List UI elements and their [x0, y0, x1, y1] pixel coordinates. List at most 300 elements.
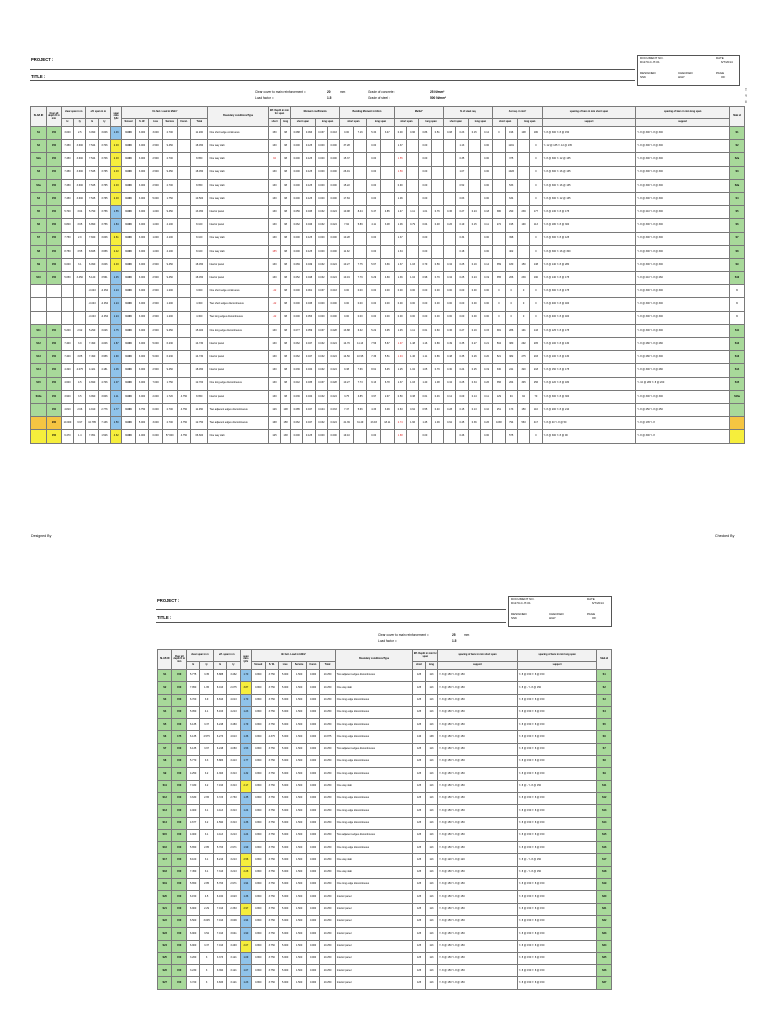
table-cell: 5.000: [278, 743, 291, 755]
table-cell: 0.00: [480, 298, 492, 311]
eff-depth-cell: 130: [268, 206, 280, 219]
table-cell: 3.000: [191, 285, 208, 298]
table-cell: 0.000: [306, 706, 319, 718]
table-cell: 7.79: [353, 272, 367, 285]
table-cell: 0.125: [303, 232, 315, 245]
table-cell: 0.25: [456, 377, 468, 390]
side-mark: Y: [745, 94, 748, 98]
table-cell: 0.033: [328, 403, 340, 416]
table-cell: 113: [425, 829, 437, 841]
table-cell: 98: [281, 272, 291, 285]
table-cell: 0.34: [456, 232, 468, 245]
table-cell: 0.000: [315, 430, 327, 443]
table-cell: 113: [425, 903, 437, 915]
table-cell: 1.11: [406, 324, 418, 337]
long-span-bar-cell: Y- 8 @ 300 Y- 8 @ 300: [636, 219, 730, 232]
table-cell: 0.125: [303, 179, 315, 192]
table-cell: 4.750: [177, 403, 191, 416]
table-cell: 0.00: [468, 311, 480, 324]
table-cell: 0.125: [303, 166, 315, 179]
table-cell: 4.590: [213, 817, 226, 829]
table-cell: 3.37: [200, 719, 213, 731]
table-cell: 0.00: [443, 311, 455, 324]
table-cell: [431, 430, 443, 443]
table-cell: 0.00: [367, 298, 381, 311]
table-cell: 10.250: [320, 915, 336, 927]
short-span-bar-cell: Y- 8 @ 300 Y- 12 @ 135: [542, 153, 636, 166]
slab-id-cell: S1: [158, 670, 172, 682]
slab-id-cell: S9: [31, 258, 47, 271]
eff-depth-cell: 130: [268, 140, 280, 153]
table-cell: 0: [505, 298, 517, 311]
slab-id-cell: S17: [158, 854, 172, 866]
table-row: [158, 719, 612, 731]
long-span-bar-cell: Y- 8 @ 150 Y- 8 @ 150: [517, 719, 597, 731]
table-cell: 0.000: [306, 670, 319, 682]
table-cell: [431, 192, 443, 205]
table-cell: 1.500: [292, 780, 306, 792]
table-cell: 1.37: [394, 258, 406, 271]
boundary-cell: Interior panel: [208, 258, 268, 271]
table-cell: 0.00: [406, 285, 418, 298]
table-cell: [517, 179, 529, 192]
table-cell: 0.000: [306, 866, 319, 878]
long-span-bar-cell: Y- 8 @ 300 Y- 8 @ 300: [636, 390, 730, 403]
table-cell: 0.000: [306, 719, 319, 731]
slab-id-end-cell: S4: [597, 706, 612, 718]
table-cell: 158: [281, 417, 291, 430]
depth-cell: 150: [172, 854, 186, 866]
eff-depth-cell: 125: [413, 891, 425, 903]
table-cell: 0.00: [394, 311, 406, 324]
table-cell: 10.875: [320, 731, 336, 743]
table-cell: 7.136: [98, 417, 110, 430]
short-span-bar-cell: Y- 8 @ 300 Y- 8 @ 150: [542, 127, 636, 140]
table-cell: 1.720: [162, 390, 177, 403]
table-cell: 0.00: [443, 285, 455, 298]
span-ratio-cell: 1.36: [240, 891, 251, 903]
table-cell: 3.413: [227, 756, 240, 768]
table-cell: 0.000: [291, 285, 303, 298]
short-span-bar-cell: Y- 8 @ 120 Y- 8 @ 120: [438, 854, 518, 866]
page-label: PAGE: [587, 612, 596, 616]
boundary-cell: Two adjacent edges discontinuous: [208, 403, 268, 416]
table-cell: 98: [281, 351, 291, 364]
table-cell: 138: [530, 258, 542, 271]
col-subhead: Const.: [177, 119, 191, 127]
table-cell: 1.11: [406, 206, 418, 219]
table-cell: 0.000: [328, 192, 340, 205]
table-cell: 1.95: [200, 682, 213, 694]
long-span-bar-cell: Y- 8 @ 150 Y- 8 @ 150: [517, 743, 597, 755]
table-cell: 1191: [505, 140, 517, 153]
table-cell: 98: [281, 338, 291, 351]
table-cell: 7.450: [61, 140, 73, 153]
depth-cell: 150: [172, 842, 186, 854]
table-cell: 3.3: [200, 756, 213, 768]
table-cell: 3.9: [74, 338, 86, 351]
table-cell: 3.1: [200, 805, 213, 817]
table-cell: 4.181: [98, 364, 110, 377]
depth-cell: 150: [47, 390, 62, 403]
table-cell: -0.043: [86, 311, 98, 324]
table-cell: 3.000: [135, 364, 149, 377]
eff-depth-cell: 125: [413, 854, 425, 866]
checked-label: CHECKED: [549, 612, 564, 616]
table-cell: 0.000: [306, 756, 319, 768]
span-ratio-cell: 1.70: [240, 670, 251, 682]
table-cell: 0.00: [431, 311, 443, 324]
short-span-bar-cell: Y- 8 @ 150 Y- 8 @ 150: [438, 940, 518, 952]
span-ratio-cell: 2.03: [111, 192, 122, 205]
short-span-bar-cell: Y- 8 @ 200 Y- 8 @ 210: [542, 403, 636, 416]
table-row: [31, 338, 745, 351]
table-cell: 4.300: [191, 311, 208, 324]
table-cell: 1.4: [74, 430, 86, 443]
table-cell: [493, 153, 505, 166]
table-cell: 0.00: [480, 245, 492, 258]
table-cell: [443, 232, 455, 245]
col-subhead: support: [438, 662, 518, 670]
table-cell: 0.053: [303, 311, 315, 324]
eff-depth-cell: 125: [413, 682, 425, 694]
table-cell: 37.28: [340, 140, 354, 153]
slab-id-end-cell: S9: [597, 768, 612, 780]
table-cell: 0.00: [419, 245, 431, 258]
table-cell: 113: [425, 682, 437, 694]
table-cell: 4.5: [200, 891, 213, 903]
table-cell: 0.15: [468, 127, 480, 140]
long-span-bar-cell: Y- 8 @ 150 Y- 8 @ 150: [517, 731, 597, 743]
table-cell: 355: [493, 272, 505, 285]
col-subhead: Const.: [306, 662, 319, 670]
table-cell: 0.800: [252, 903, 265, 915]
long-span-bar-cell: Y- 8 @ 150 Y- 8 @ 150: [517, 792, 597, 804]
depth-cell: 150: [47, 324, 62, 337]
table-cell: [177, 232, 191, 245]
table-cell: 0.24: [468, 206, 480, 219]
table-cell: 2.500: [149, 298, 163, 311]
col-head: Over all depth D in mm: [172, 650, 186, 670]
table-cell: 10.250: [320, 743, 336, 755]
table-cell: 113: [425, 768, 437, 780]
long-span-bar-cell: Y- 8 @ 280 Y- 8 @ 300: [636, 351, 730, 364]
table-cell: 0.000: [315, 298, 327, 311]
table-cell: 10.250: [320, 952, 336, 964]
table-cell: 3.600: [74, 140, 86, 153]
slab-id-end-cell: S21: [597, 903, 612, 915]
long-span-bar-cell: Y- 8 @ 150 Y- 8 @ 150: [517, 891, 597, 903]
depth-cell: 150: [172, 940, 186, 952]
table-row: [31, 179, 745, 192]
table-cell: 0.00: [367, 179, 381, 192]
table-cell: 3.750: [135, 403, 149, 416]
table-cell: 196: [505, 127, 517, 140]
short-span-bar-cell: Y- 8 @ 300 Y- 16 @ 300: [542, 245, 636, 258]
short-span-bar-cell: Y- 8 @ 150 Y- 8 @ 150: [438, 891, 518, 903]
table-cell: 113: [425, 805, 437, 817]
table-cell: 3.483: [227, 719, 240, 731]
table-cell: 14.76: [340, 338, 354, 351]
table-cell: 5.790: [86, 206, 98, 219]
table-cell: 0.000: [291, 192, 303, 205]
table-cell: 0.000: [315, 232, 327, 245]
table-cell: 0.30: [443, 364, 455, 377]
table-cell: 0.00: [480, 140, 492, 153]
table-cell: 0.00: [394, 298, 406, 311]
long-span-bar-cell: Y- 8 @ 210 Y- 8 @ 260: [636, 272, 730, 285]
table-cell: 5.000: [278, 829, 291, 841]
table-cell: 0.046: [303, 219, 315, 232]
table-cell: 180: [530, 127, 542, 140]
span-ratio-cell: 2.17: [240, 780, 251, 792]
slab-id-cell: S6: [158, 731, 172, 743]
table-cell: [353, 245, 367, 258]
table-cell: 0.000: [306, 743, 319, 755]
col-subhead: Service: [292, 662, 306, 670]
table-cell: 98: [281, 298, 291, 311]
table-cell: 0.024: [328, 258, 340, 271]
table-cell: 3: [200, 965, 213, 977]
table-cell: 3.750: [265, 915, 278, 927]
table-cell: 1.25: [394, 364, 406, 377]
table-cell: 7.92: [340, 219, 354, 232]
long-span-bar-cell: Y- 8 @ 300 Y- 8 @ 300: [636, 192, 730, 205]
table-cell: 8.61: [367, 364, 381, 377]
table-row: [31, 377, 745, 390]
eff-depth-cell: 130: [268, 390, 280, 403]
table-cell: 0.000: [328, 232, 340, 245]
table-cell: 1.000: [149, 206, 163, 219]
table-cell: 9.450: [162, 166, 177, 179]
table-cell: 7.56: [367, 338, 381, 351]
checked-value: HGP: [549, 616, 556, 620]
table-cell: 7.450: [61, 166, 73, 179]
boundary-cell: One long edge discontinuous: [335, 706, 413, 718]
span-ratio-cell: 2.42: [111, 245, 122, 258]
span-ratio-cell: 1.70: [240, 694, 251, 706]
table-cell: 1.200: [162, 285, 177, 298]
col-subhead: Live: [149, 119, 163, 127]
table-cell: 10.785: [86, 417, 98, 430]
table-cell: 7.36: [367, 351, 381, 364]
table-cell: 2.971: [227, 879, 240, 891]
table-cell: 113: [425, 743, 437, 755]
table-cell: -0.054: [98, 298, 110, 311]
table-cell: 0: [493, 127, 505, 140]
col-subhead: short: [413, 662, 425, 670]
eff-depth-cell: 185: [268, 245, 280, 258]
table-cell: 1.94: [394, 351, 406, 364]
table-cell: 2.700: [162, 127, 177, 140]
col-subhead: short: [268, 119, 280, 127]
span-ratio-cell: 1.06: [111, 364, 122, 377]
table-cell: [517, 166, 529, 179]
table-cell: 1.500: [292, 719, 306, 731]
table-cell: 0.19: [456, 219, 468, 232]
table-cell: 3.765: [98, 192, 110, 205]
table-cell: 0.79: [419, 258, 431, 271]
table-cell: 0.061: [303, 285, 315, 298]
table-cell: 6.45: [380, 364, 394, 377]
table-cell: 5.775: [186, 670, 199, 682]
table-cell: 1.59: [394, 166, 406, 179]
table-cell: 275: [517, 351, 529, 364]
table-cell: [353, 166, 367, 179]
table-cell: 0.24: [468, 272, 480, 285]
table-cell: 7.73: [353, 377, 367, 390]
table-cell: 1.500: [292, 817, 306, 829]
short-span-bar-cell: Y- 8 @ 400 Y- 8 @ 400: [542, 298, 636, 311]
table-cell: 0.000: [306, 903, 319, 915]
table-cell: 3.1: [200, 829, 213, 841]
table-cell: 0.15: [480, 324, 492, 337]
table-cell: 2.000: [149, 390, 163, 403]
table-cell: [406, 140, 418, 153]
table-cell: 0.000: [291, 232, 303, 245]
col-head: Over all depth D in mm: [47, 107, 62, 127]
table-cell: 0.000: [328, 430, 340, 443]
table-cell: 0.000: [328, 153, 340, 166]
col-subhead: S. W.: [265, 662, 278, 670]
table-cell: [493, 166, 505, 179]
table-cell: 3.1: [200, 854, 213, 866]
col-subhead: Service: [162, 119, 177, 127]
table-cell: 0.062: [291, 338, 303, 351]
table-cell: 5.000: [278, 706, 291, 718]
table-cell: 1.526: [98, 430, 110, 443]
table-cell: 0.000: [291, 245, 303, 258]
table-cell: 113: [425, 952, 437, 964]
table-cell: 180: [505, 258, 517, 271]
table-cell: 0.800: [252, 952, 265, 964]
table-cell: 10.19: [340, 272, 354, 285]
date-value: 6/7/2014: [592, 601, 604, 605]
table-cell: 5.000: [278, 879, 291, 891]
table-cell: 1.000: [149, 219, 163, 232]
table-cell: 5.050: [61, 272, 73, 285]
table-cell: 8.100: [191, 232, 208, 245]
cover-unit: mm: [464, 633, 470, 637]
table-cell: 0.00: [480, 153, 492, 166]
table-cell: 0.00: [340, 285, 354, 298]
table-cell: 4.33: [367, 403, 381, 416]
table-cell: 7.400: [61, 338, 73, 351]
table-cell: 8.950: [191, 179, 208, 192]
table-cell: 0.093: [303, 127, 315, 140]
slab-id-cell: S3a: [31, 179, 47, 192]
eff-depth-cell: 125: [413, 866, 425, 878]
table-cell: 0.14: [480, 258, 492, 271]
long-span-bar-cell: Y- 8 @ 150 Y- 8 @ 150: [517, 829, 597, 841]
table-cell: 5.000: [278, 866, 291, 878]
table-cell: 0.00: [419, 166, 431, 179]
boundary-cell: Interior panel: [208, 351, 268, 364]
table-cell: 2.500: [149, 153, 163, 166]
table-cell: 2.363: [227, 903, 240, 915]
boundary-cell: Two adjacent edges discontinuous: [335, 829, 413, 841]
table-cell: 10.250: [320, 940, 336, 952]
table-cell: 3.005: [200, 915, 213, 927]
col-subhead: support: [636, 119, 730, 127]
table-cell: 0: [517, 298, 529, 311]
table-cell: 0.800: [252, 866, 265, 878]
table-cell: 0.00: [468, 285, 480, 298]
span-ratio-cell: 1.55: [111, 206, 122, 219]
table-cell: 6.230: [162, 338, 177, 351]
table-cell: 0.89: [431, 338, 443, 351]
span-ratio-cell: 1.77: [240, 756, 251, 768]
table-row: [31, 219, 745, 232]
cover-label: Clear cover to main reinforcement =: [378, 633, 429, 637]
long-span-bar-cell: Y- 8 @ 150 Y- 8 @ 150: [517, 756, 597, 768]
short-span-bar-cell: Y- 12 @ 135 Y- 12 @ 135: [542, 140, 636, 153]
table-cell: 1.500: [292, 743, 306, 755]
table-cell: 1.37: [394, 140, 406, 153]
slab-id-end-cell: S14: [597, 817, 612, 829]
table-cell: 3.750: [265, 952, 278, 964]
table-cell: [517, 153, 529, 166]
table-cell: 3.08: [380, 219, 394, 232]
table-cell: 13.88: [340, 324, 354, 337]
table-cell: 2.763: [227, 792, 240, 804]
table-cell: 1.500: [292, 670, 306, 682]
table-cell: 5.000: [278, 756, 291, 768]
span-ratio-cell: 1.23: [240, 706, 251, 718]
short-span-bar-cell: Y- 8 @ 40 Y- 8 @ 50: [542, 417, 636, 430]
boundary-cell: Interior panel: [208, 364, 268, 377]
table-cell: 0.10: [480, 403, 492, 416]
table-cell: 98: [281, 377, 291, 390]
table-cell: 0.000: [122, 127, 136, 140]
eff-depth-cell: 94: [268, 153, 280, 166]
table-cell: [406, 232, 418, 245]
col-head: Eff. Depth in mm for span: [268, 107, 290, 119]
table-cell: 190: [530, 272, 542, 285]
table-row: [31, 285, 745, 298]
table-cell: [74, 285, 86, 298]
table-cell: 3.47: [380, 127, 394, 140]
table-cell: 0.00: [480, 232, 492, 245]
table-cell: 0.00: [340, 311, 354, 324]
table-cell: 3.750: [265, 719, 278, 731]
col-subhead: long span: [419, 119, 444, 127]
table-cell: 4.000: [135, 430, 149, 443]
eff-depth-cell: 125: [413, 829, 425, 841]
table-cell: 1.500: [292, 891, 306, 903]
boundary-cell: One long edge discontinuous: [335, 792, 413, 804]
table-cell: 356: [493, 377, 505, 390]
slab-id-cell: S9: [158, 768, 172, 780]
table-cell: 3.230: [186, 965, 199, 977]
table-cell: 1.500: [292, 842, 306, 854]
table-cell: 0.00: [480, 166, 492, 179]
eff-depth-cell: 125: [413, 743, 425, 755]
table-cell: [468, 153, 480, 166]
table-cell: [493, 179, 505, 192]
table-cell: 3.213: [227, 854, 240, 866]
table-row: [158, 866, 612, 878]
table-cell: 4.85: [380, 206, 394, 219]
slab-id-end-cell: S7: [597, 743, 612, 755]
table-cell: 3.750: [265, 694, 278, 706]
table-cell: 1.06: [394, 192, 406, 205]
table-cell: 0.26: [480, 417, 492, 430]
table-cell: 3: [200, 952, 213, 964]
concrete-grade-label: Grade of concrete :: [368, 90, 396, 94]
table-cell: 1.500: [292, 879, 306, 891]
table-cell: 0.024: [328, 206, 340, 219]
